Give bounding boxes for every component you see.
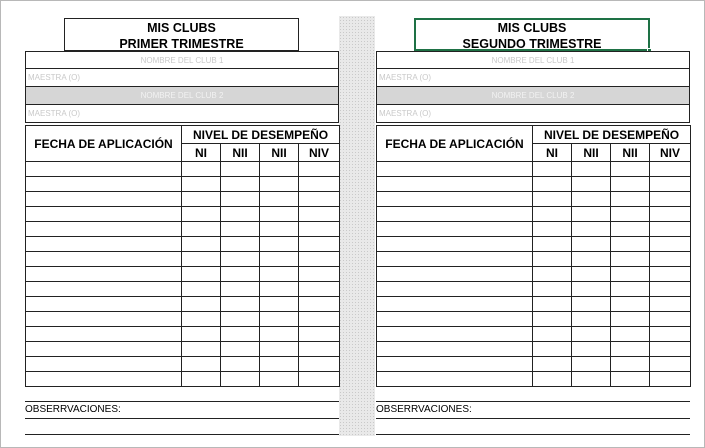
level-ni-cell[interactable] bbox=[182, 237, 221, 252]
teacher-2-cell[interactable]: MAESTRA (O) bbox=[376, 105, 690, 123]
level-niv-cell[interactable] bbox=[650, 282, 691, 297]
level-nii-header: NII bbox=[572, 144, 611, 162]
level-ni-cell[interactable] bbox=[533, 267, 572, 282]
date-cell[interactable] bbox=[377, 267, 533, 282]
level-ni-cell[interactable] bbox=[533, 192, 572, 207]
level-nii-cell[interactable] bbox=[572, 192, 611, 207]
level-niv-cell[interactable] bbox=[299, 372, 340, 387]
level-niii-header: NII bbox=[260, 144, 299, 162]
level-niv-cell[interactable] bbox=[299, 342, 340, 357]
teacher-1-cell[interactable]: MAESTRA (O) bbox=[376, 69, 690, 87]
level-niii-cell[interactable] bbox=[260, 372, 299, 387]
table-row bbox=[26, 207, 340, 222]
level-niv-cell[interactable] bbox=[299, 327, 340, 342]
title-line-2: SEGUNDO TRIMESTRE bbox=[462, 37, 602, 51]
panel-primer-trimestre bbox=[25, 18, 339, 436]
evaluation-table bbox=[25, 125, 340, 387]
table-row bbox=[377, 282, 691, 297]
level-niv-header: NIV bbox=[299, 144, 340, 162]
level-header: NIVEL DE DESEMPEÑO bbox=[182, 126, 340, 144]
observations-line[interactable] bbox=[376, 434, 690, 435]
level-niii-cell[interactable] bbox=[260, 222, 299, 237]
level-nii-cell[interactable] bbox=[221, 357, 260, 372]
level-nii-cell[interactable] bbox=[572, 252, 611, 267]
level-niii-cell[interactable] bbox=[611, 357, 650, 372]
level-ni-cell[interactable] bbox=[182, 372, 221, 387]
level-ni-cell[interactable] bbox=[182, 312, 221, 327]
level-ni-cell[interactable] bbox=[533, 177, 572, 192]
date-cell[interactable] bbox=[26, 327, 182, 342]
level-nii-cell[interactable] bbox=[221, 312, 260, 327]
level-nii-cell[interactable] bbox=[572, 342, 611, 357]
date-cell[interactable] bbox=[26, 342, 182, 357]
level-niv-cell[interactable] bbox=[650, 252, 691, 267]
table-row bbox=[377, 192, 691, 207]
date-cell[interactable] bbox=[26, 282, 182, 297]
date-header: FECHA DE APLICACIÓN bbox=[377, 126, 533, 162]
date-cell[interactable] bbox=[377, 357, 533, 372]
date-cell[interactable] bbox=[377, 192, 533, 207]
title-line-1: MIS CLUBS bbox=[497, 21, 567, 35]
level-ni-cell[interactable] bbox=[533, 207, 572, 222]
table-row bbox=[26, 192, 340, 207]
level-niii-cell[interactable] bbox=[611, 222, 650, 237]
level-ni-cell[interactable] bbox=[533, 357, 572, 372]
level-niii-cell[interactable] bbox=[611, 162, 650, 177]
evaluation-table bbox=[376, 125, 691, 387]
level-niii-cell[interactable] bbox=[611, 312, 650, 327]
table-row bbox=[26, 252, 340, 267]
table-row bbox=[377, 162, 691, 177]
table-row bbox=[377, 207, 691, 222]
level-niv-cell[interactable] bbox=[650, 297, 691, 312]
level-niii-cell[interactable] bbox=[260, 207, 299, 222]
level-nii-cell[interactable] bbox=[572, 267, 611, 282]
level-niv-cell[interactable] bbox=[650, 162, 691, 177]
level-nii-cell[interactable] bbox=[572, 327, 611, 342]
level-ni-cell[interactable] bbox=[182, 327, 221, 342]
level-niv-cell[interactable] bbox=[299, 177, 340, 192]
date-cell[interactable] bbox=[377, 327, 533, 342]
level-niv-cell[interactable] bbox=[299, 207, 340, 222]
level-nii-cell[interactable] bbox=[572, 162, 611, 177]
title-cell[interactable] bbox=[64, 18, 299, 51]
level-niii-cell[interactable] bbox=[260, 162, 299, 177]
date-cell[interactable] bbox=[26, 357, 182, 372]
level-niv-cell[interactable] bbox=[299, 237, 340, 252]
level-nii-cell[interactable] bbox=[572, 357, 611, 372]
observations-label: OBSERRVACIONES: bbox=[376, 404, 472, 415]
table-row bbox=[377, 342, 691, 357]
level-ni-cell[interactable] bbox=[533, 372, 572, 387]
level-ni-cell[interactable] bbox=[182, 297, 221, 312]
level-niii-cell[interactable] bbox=[611, 177, 650, 192]
title-line-1: MIS CLUBS bbox=[147, 21, 216, 35]
level-nii-cell[interactable] bbox=[221, 237, 260, 252]
date-cell[interactable] bbox=[377, 207, 533, 222]
level-ni-cell[interactable] bbox=[533, 282, 572, 297]
level-niv-cell[interactable] bbox=[650, 357, 691, 372]
observations-line[interactable] bbox=[25, 418, 339, 419]
table-row bbox=[26, 177, 340, 192]
level-ni-cell[interactable] bbox=[533, 237, 572, 252]
observations-line[interactable] bbox=[376, 418, 690, 419]
observations-line bbox=[25, 401, 339, 402]
date-cell[interactable] bbox=[377, 162, 533, 177]
level-niii-cell[interactable] bbox=[611, 267, 650, 282]
level-nii-cell[interactable] bbox=[572, 372, 611, 387]
observations-line[interactable] bbox=[25, 434, 339, 435]
level-niii-header: NII bbox=[611, 144, 650, 162]
date-cell[interactable] bbox=[377, 177, 533, 192]
level-nii-cell[interactable] bbox=[221, 282, 260, 297]
observations-label: OBSERRVACIONES: bbox=[25, 404, 121, 415]
level-niii-cell[interactable] bbox=[611, 342, 650, 357]
level-niii-cell[interactable] bbox=[611, 192, 650, 207]
table-row bbox=[377, 327, 691, 342]
level-niii-cell[interactable] bbox=[260, 357, 299, 372]
level-niv-cell[interactable] bbox=[299, 162, 340, 177]
club-2-name-cell[interactable]: NOMBRE DEL CLUB 2 bbox=[376, 87, 690, 105]
level-niv-cell[interactable] bbox=[650, 177, 691, 192]
level-nii-cell[interactable] bbox=[572, 207, 611, 222]
table-row bbox=[377, 297, 691, 312]
level-niv-cell[interactable] bbox=[650, 342, 691, 357]
level-niv-cell[interactable] bbox=[299, 192, 340, 207]
level-ni-cell[interactable] bbox=[182, 222, 221, 237]
level-niii-cell[interactable] bbox=[260, 342, 299, 357]
level-nii-cell[interactable] bbox=[221, 222, 260, 237]
date-cell[interactable] bbox=[26, 192, 182, 207]
level-niii-cell[interactable] bbox=[260, 327, 299, 342]
date-cell[interactable] bbox=[377, 237, 533, 252]
level-niii-cell[interactable] bbox=[611, 237, 650, 252]
date-cell[interactable] bbox=[26, 162, 182, 177]
level-nii-cell[interactable] bbox=[572, 237, 611, 252]
table-row bbox=[377, 222, 691, 237]
level-nii-cell[interactable] bbox=[221, 327, 260, 342]
level-nii-cell[interactable] bbox=[221, 162, 260, 177]
level-nii-cell[interactable] bbox=[572, 177, 611, 192]
table-row bbox=[377, 372, 691, 387]
table-row bbox=[26, 312, 340, 327]
teacher-1-cell[interactable]: MAESTRA (O) bbox=[25, 69, 339, 87]
panel-segundo-trimestre bbox=[376, 18, 690, 436]
level-nii-cell[interactable] bbox=[221, 372, 260, 387]
title-line-2: PRIMER TRIMESTRE bbox=[119, 37, 244, 51]
table-row bbox=[377, 252, 691, 267]
level-ni-cell[interactable] bbox=[182, 162, 221, 177]
club-2-name-cell[interactable]: NOMBRE DEL CLUB 2 bbox=[25, 87, 339, 105]
table-row bbox=[26, 372, 340, 387]
level-ni-cell[interactable] bbox=[182, 177, 221, 192]
table-row bbox=[26, 297, 340, 312]
level-niii-cell[interactable] bbox=[611, 207, 650, 222]
level-niv-cell[interactable] bbox=[299, 252, 340, 267]
table-row bbox=[26, 342, 340, 357]
level-nii-cell[interactable] bbox=[221, 177, 260, 192]
level-nii-cell[interactable] bbox=[221, 252, 260, 267]
level-ni-cell[interactable] bbox=[182, 207, 221, 222]
club-1-name-cell[interactable]: NOMBRE DEL CLUB 1 bbox=[376, 51, 690, 69]
level-ni-cell[interactable] bbox=[182, 267, 221, 282]
level-niii-cell[interactable] bbox=[611, 297, 650, 312]
table-row bbox=[26, 357, 340, 372]
level-niii-cell[interactable] bbox=[611, 282, 650, 297]
level-niv-cell[interactable] bbox=[650, 207, 691, 222]
date-cell[interactable] bbox=[26, 237, 182, 252]
date-cell[interactable] bbox=[26, 252, 182, 267]
level-niii-cell[interactable] bbox=[260, 312, 299, 327]
level-niv-cell[interactable] bbox=[299, 267, 340, 282]
title-cell-selected[interactable] bbox=[414, 18, 650, 51]
table-row bbox=[377, 237, 691, 252]
date-cell[interactable] bbox=[377, 297, 533, 312]
level-ni-cell[interactable] bbox=[533, 222, 572, 237]
level-niv-cell[interactable] bbox=[299, 312, 340, 327]
level-niv-cell[interactable] bbox=[299, 357, 340, 372]
level-nii-cell[interactable] bbox=[221, 207, 260, 222]
level-nii-cell[interactable] bbox=[221, 267, 260, 282]
level-nii-cell[interactable] bbox=[221, 297, 260, 312]
table-row bbox=[26, 222, 340, 237]
date-cell[interactable] bbox=[26, 372, 182, 387]
level-nii-cell[interactable] bbox=[221, 192, 260, 207]
level-nii-cell[interactable] bbox=[221, 342, 260, 357]
level-ni-cell[interactable] bbox=[533, 327, 572, 342]
date-cell[interactable] bbox=[377, 222, 533, 237]
table-row bbox=[26, 282, 340, 297]
level-nii-cell[interactable] bbox=[572, 282, 611, 297]
level-niv-cell[interactable] bbox=[650, 267, 691, 282]
level-nii-cell[interactable] bbox=[572, 297, 611, 312]
level-niv-cell[interactable] bbox=[650, 192, 691, 207]
level-niv-cell[interactable] bbox=[650, 237, 691, 252]
level-niv-header: NIV bbox=[650, 144, 691, 162]
date-cell[interactable] bbox=[377, 312, 533, 327]
table-row bbox=[26, 267, 340, 282]
table-row bbox=[26, 327, 340, 342]
level-niv-cell[interactable] bbox=[299, 282, 340, 297]
level-niii-cell[interactable] bbox=[611, 372, 650, 387]
level-ni-cell[interactable] bbox=[533, 252, 572, 267]
table-row bbox=[377, 357, 691, 372]
table-row bbox=[26, 162, 340, 177]
level-ni-cell[interactable] bbox=[182, 192, 221, 207]
table-row bbox=[377, 177, 691, 192]
level-header: NIVEL DE DESEMPEÑO bbox=[533, 126, 691, 144]
teacher-2-cell[interactable]: MAESTRA (O) bbox=[25, 105, 339, 123]
date-cell[interactable] bbox=[377, 342, 533, 357]
level-niii-cell[interactable] bbox=[611, 252, 650, 267]
date-cell[interactable] bbox=[26, 297, 182, 312]
level-niv-cell[interactable] bbox=[650, 312, 691, 327]
level-ni-cell[interactable] bbox=[182, 342, 221, 357]
date-cell[interactable] bbox=[377, 372, 533, 387]
level-nii-cell[interactable] bbox=[572, 222, 611, 237]
date-cell[interactable] bbox=[26, 222, 182, 237]
level-niv-cell[interactable] bbox=[650, 372, 691, 387]
level-nii-cell[interactable] bbox=[572, 312, 611, 327]
observations-line bbox=[376, 401, 690, 402]
date-cell[interactable] bbox=[26, 177, 182, 192]
level-ni-cell[interactable] bbox=[533, 162, 572, 177]
level-nii-header: NII bbox=[221, 144, 260, 162]
level-niii-cell[interactable] bbox=[260, 267, 299, 282]
level-ni-cell[interactable] bbox=[533, 312, 572, 327]
level-ni-header: NI bbox=[533, 144, 572, 162]
level-ni-cell[interactable] bbox=[182, 282, 221, 297]
level-ni-cell[interactable] bbox=[533, 297, 572, 312]
level-ni-cell[interactable] bbox=[533, 342, 572, 357]
level-niii-cell[interactable] bbox=[611, 327, 650, 342]
level-niv-cell[interactable] bbox=[299, 297, 340, 312]
date-cell[interactable] bbox=[377, 282, 533, 297]
level-ni-cell[interactable] bbox=[182, 252, 221, 267]
level-niii-cell[interactable] bbox=[260, 237, 299, 252]
level-niii-cell[interactable] bbox=[260, 297, 299, 312]
date-cell[interactable] bbox=[377, 252, 533, 267]
date-header: FECHA DE APLICACIÓN bbox=[26, 126, 182, 162]
date-cell[interactable] bbox=[26, 267, 182, 282]
level-niii-cell[interactable] bbox=[260, 192, 299, 207]
table-row bbox=[26, 237, 340, 252]
level-niv-cell[interactable] bbox=[299, 222, 340, 237]
level-niii-cell[interactable] bbox=[260, 177, 299, 192]
table-row bbox=[377, 267, 691, 282]
level-ni-cell[interactable] bbox=[182, 357, 221, 372]
level-niv-cell[interactable] bbox=[650, 327, 691, 342]
date-cell[interactable] bbox=[26, 312, 182, 327]
club-1-name-cell[interactable]: NOMBRE DEL CLUB 1 bbox=[25, 51, 339, 69]
table-row bbox=[377, 312, 691, 327]
level-ni-header: NI bbox=[182, 144, 221, 162]
page-break-gutter bbox=[339, 16, 375, 436]
level-niv-cell[interactable] bbox=[650, 222, 691, 237]
level-niii-cell[interactable] bbox=[260, 282, 299, 297]
level-niii-cell[interactable] bbox=[260, 252, 299, 267]
date-cell[interactable] bbox=[26, 207, 182, 222]
